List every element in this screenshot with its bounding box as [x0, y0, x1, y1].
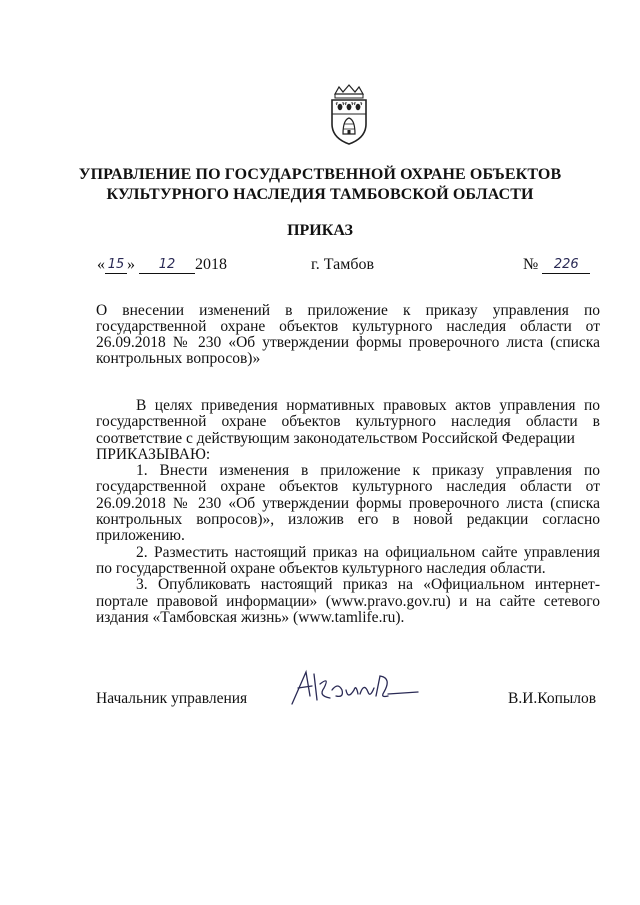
order-item-3: 3. Опубликовать настоящий приказ на «Официальном интернет-портале правовой информации» (www.pravo.gov.ru) и на сайте сетевого издания «Тамбовская жизнь» (www.tamlife.ru). [96, 576, 600, 626]
organization-title: УПРАВЛЕНИЕ ПО ГОСУДАРСТВЕННОЙ ОХРАНЕ ОБЪЕКТОВ КУЛЬТУРНОГО НАСЛЕДИЯ ТАМБОВСКОЙ ОБЛАСТИ [78, 166, 562, 203]
signer-name: В.И.Копылов [508, 690, 597, 707]
date-day: 15 [105, 255, 127, 274]
date-month: 12 [139, 255, 195, 274]
signature-image [284, 666, 424, 712]
date-year: 2018 [195, 256, 227, 273]
directive-word: ПРИКАЗЫВАЮ: [96, 445, 211, 463]
document-body [96, 398, 600, 626]
preamble-paragraph: В целях приведения нормативных правовых актов управления по государственной охране объектов культурного наследия области в соответствие с действующим законодательством Российской Федерации [96, 397, 600, 447]
number-label: № [523, 256, 539, 273]
document-type: ПРИКАЗ [287, 222, 353, 239]
document-city: г. Тамбов [311, 256, 375, 273]
order-item-2: 2. Разместить настоящий приказ на официальном сайте управления по государственной охране объектов культурного наследия области. [96, 543, 600, 577]
document-number [523, 255, 590, 275]
number-value: 226 [542, 255, 590, 274]
date-open-quote: « [97, 256, 105, 273]
coat-of-arms-icon [327, 84, 371, 146]
document-date [97, 255, 227, 275]
signer-position: Начальник управления [96, 690, 248, 707]
order-item-1: 1. Внести изменения в приложение к приказу управления по государственной охране объектов культурного наследия области от 26.09.2018 № 230 «Об утверждении формы проверочного листа (списка контрольных вопросов)», изложив его в новой редакции согласно приложению. [96, 462, 600, 545]
document-subject: О внесении изменений в приложение к приказу управления по государственной охране объектов культурного наследия области от 26.09.2018 № 230 «Об утверждении формы проверочного листа (списка контрольных вопросов)» [96, 302, 600, 367]
date-close-quote: » [127, 256, 135, 273]
